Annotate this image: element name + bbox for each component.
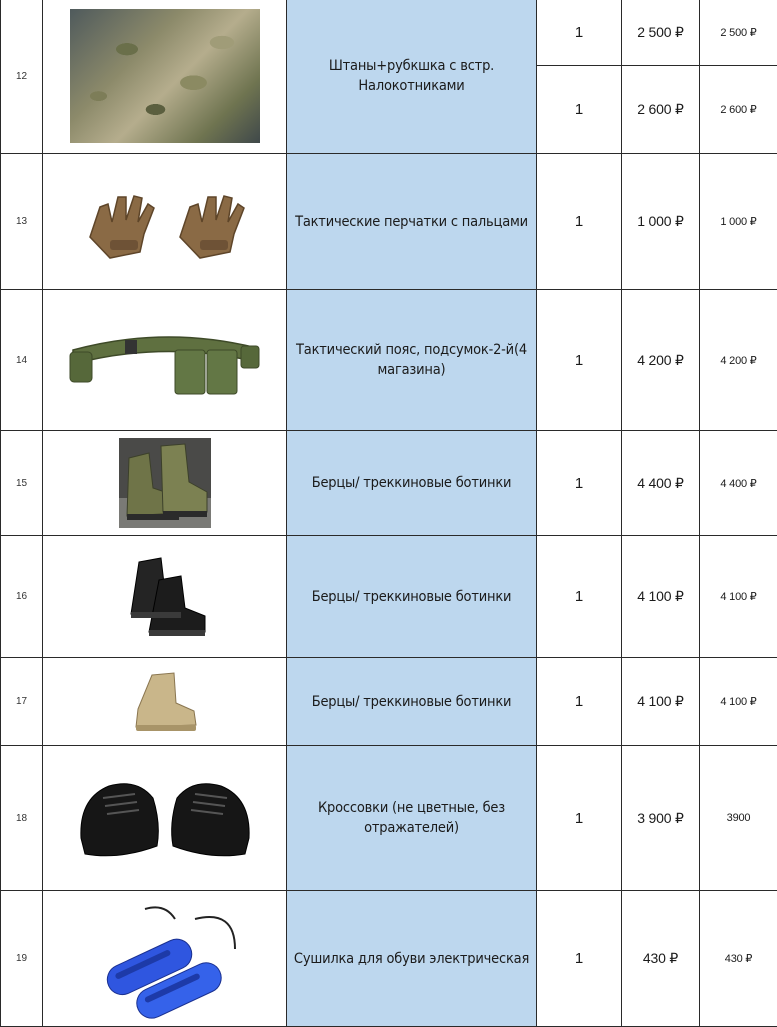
- table-row: [1, 536, 777, 658]
- item-total: 3900: [700, 746, 777, 891]
- row-number: 13: [1, 154, 43, 290]
- item-price: 4 100 ₽: [622, 536, 700, 658]
- table-row: [1, 658, 777, 746]
- item-price: 4 100 ₽: [622, 658, 700, 746]
- item-total: 1 000 ₽: [700, 154, 777, 290]
- item-name: Берцы/ треккиновые ботинки: [287, 536, 537, 658]
- item-qty: 1: [537, 0, 622, 66]
- item-price: 2 500 ₽: [622, 0, 700, 66]
- table-row: [1, 154, 777, 290]
- item-name: Берцы/ треккиновые ботинки: [287, 431, 537, 536]
- item-qty: 1: [537, 290, 622, 431]
- item-qty: 1: [537, 66, 622, 154]
- item-total: 4 200 ₽: [700, 290, 777, 431]
- item-qty: 1: [537, 891, 622, 1027]
- item-name: Тактический пояс, подсумок-2-й(4 магазина): [287, 290, 537, 431]
- tan-boot-photo: [43, 658, 287, 746]
- item-total: 430 ₽: [700, 891, 777, 1027]
- item-price: 3 900 ₽: [622, 746, 700, 891]
- gloves-photo: [43, 154, 287, 290]
- item-total: 2 600 ₽: [700, 66, 777, 154]
- row-number: 16: [1, 536, 43, 658]
- item-name: Сушилка для обуви электрическая: [287, 891, 537, 1027]
- row-number: 15: [1, 431, 43, 536]
- table-row: [1, 290, 777, 431]
- item-total: 4 100 ₽: [700, 536, 777, 658]
- table-row: [1, 891, 777, 1027]
- item-total: 2 500 ₽: [700, 0, 777, 66]
- item-qty: 1: [537, 431, 622, 536]
- row-number: 19: [1, 891, 43, 1027]
- black-sneakers-photo: [43, 746, 287, 891]
- table-row: [1, 431, 777, 536]
- item-total: 4 400 ₽: [700, 431, 777, 536]
- shoe-dryer-photo: [43, 891, 287, 1027]
- table-row: [1, 746, 777, 891]
- belt-photo: [43, 290, 287, 431]
- row-number: 12: [1, 0, 43, 154]
- row-number: 17: [1, 658, 43, 746]
- item-total: 4 100 ₽: [700, 658, 777, 746]
- item-qty: 1: [537, 746, 622, 891]
- item-name: Тактические перчатки с пальцами: [287, 154, 537, 290]
- row-number: 18: [1, 746, 43, 891]
- item-qty: 1: [537, 154, 622, 290]
- camo-uniform-photo: [43, 0, 287, 154]
- item-name: Штаны+рубкшка с встр. Налокотниками: [287, 0, 537, 154]
- item-price: 4 200 ₽: [622, 290, 700, 431]
- item-name: Берцы/ треккиновые ботинки: [287, 658, 537, 746]
- row-number: 14: [1, 290, 43, 431]
- item-qty: 1: [537, 658, 622, 746]
- item-qty: 1: [537, 536, 622, 658]
- green-boots-photo: [43, 431, 287, 536]
- item-price: 1 000 ₽: [622, 154, 700, 290]
- black-boots-photo: [43, 536, 287, 658]
- item-price: 430 ₽: [622, 891, 700, 1027]
- item-name: Кроссовки (не цветные, без отражателей): [287, 746, 537, 891]
- table-row: [1, 0, 777, 66]
- item-price: 2 600 ₽: [622, 66, 700, 154]
- item-price: 4 400 ₽: [622, 431, 700, 536]
